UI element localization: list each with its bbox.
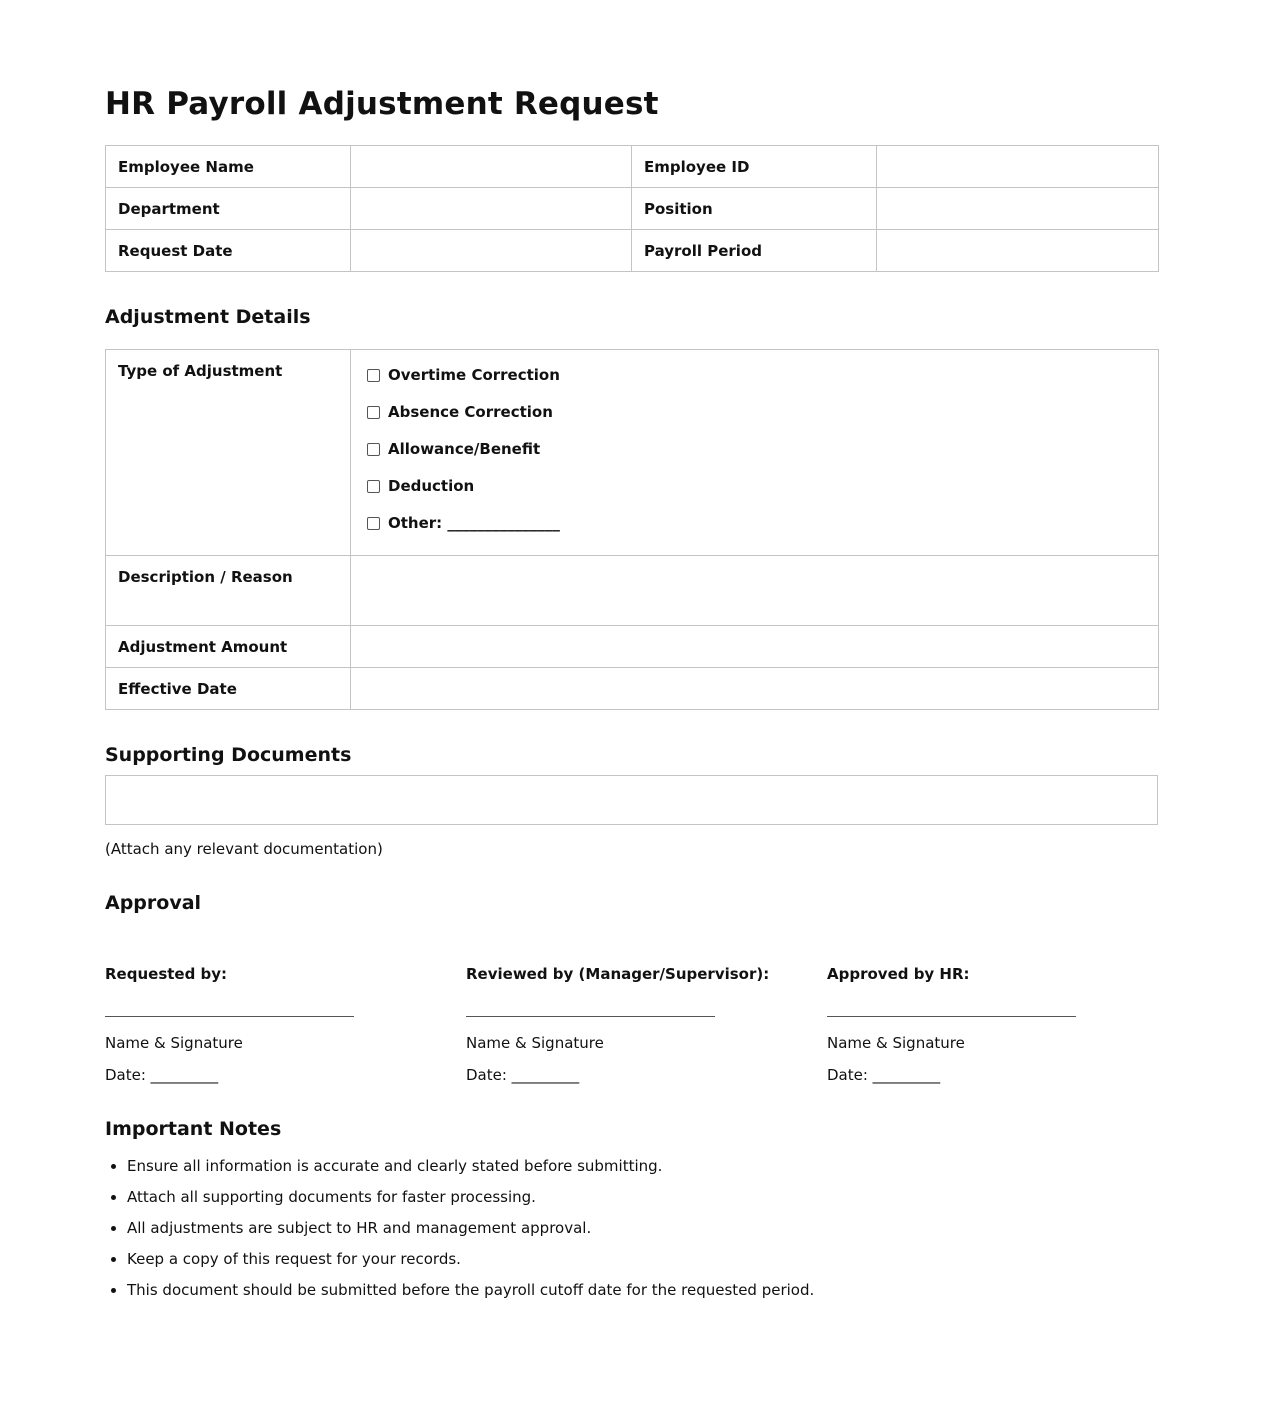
payroll-period-field[interactable]	[877, 230, 1159, 272]
checkbox[interactable]	[367, 480, 380, 493]
table-row	[106, 188, 1159, 230]
supporting-documents-note: (Attach any relevant documentation)	[105, 840, 383, 858]
list-item: • This document should be submitted before the payroll cutoff date for the requested period.	[127, 1281, 814, 1312]
position-field[interactable]	[877, 188, 1159, 230]
approval-date: Date: _________	[466, 1066, 580, 1084]
approval-date: Date: _________	[105, 1066, 219, 1084]
table-row	[106, 350, 1159, 556]
approval-label: Approved by HR:	[827, 965, 970, 983]
description-reason-label: Description / Reason	[106, 556, 351, 626]
approval-requested-by	[105, 965, 405, 1084]
supporting-documents-heading: Supporting Documents	[105, 744, 352, 766]
table-row	[106, 146, 1159, 188]
payroll-period-label: Payroll Period	[632, 230, 877, 272]
option-other[interactable]	[363, 514, 1146, 538]
table-row	[106, 556, 1159, 626]
list-item: • Keep a copy of this request for your records.	[127, 1250, 814, 1281]
position-label: Position	[632, 188, 877, 230]
adjustment-amount-field[interactable]	[351, 626, 1159, 668]
list-item: • Ensure all information is accurate and clearly stated before submitting.	[127, 1157, 814, 1188]
option-absence-correction[interactable]	[363, 403, 1146, 440]
approval-date: Date: _________	[827, 1066, 941, 1084]
approval-label: Reviewed by (Manager/Supervisor):	[466, 965, 770, 983]
table-row	[106, 668, 1159, 710]
page-title: HR Payroll Adjustment Request	[105, 86, 659, 122]
employee-id-label: Employee ID	[632, 146, 877, 188]
signature-line[interactable]	[827, 1016, 1076, 1017]
checkbox[interactable]	[367, 443, 380, 456]
option-label: Other: _______________	[388, 514, 560, 532]
option-label: Absence Correction	[388, 403, 553, 421]
name-signature-caption: Name & Signature	[105, 1034, 243, 1052]
adjustment-details-table	[105, 349, 1159, 710]
option-label: Deduction	[388, 477, 475, 495]
request-date-label: Request Date	[106, 230, 351, 272]
employee-id-field[interactable]	[877, 146, 1159, 188]
signature-line[interactable]	[105, 1016, 354, 1017]
checkbox[interactable]	[367, 369, 380, 382]
option-allowance-benefit[interactable]	[363, 440, 1146, 477]
approval-reviewed-by	[466, 965, 770, 1084]
list-item: • Attach all supporting documents for faster processing.	[127, 1188, 814, 1219]
adjustment-details-heading: Adjustment Details	[105, 306, 311, 328]
supporting-documents-box[interactable]	[105, 775, 1158, 825]
approval-approved-by-hr	[827, 965, 1127, 1084]
table-row	[106, 230, 1159, 272]
employee-info-table	[105, 145, 1159, 272]
approval-label: Requested by:	[105, 965, 228, 983]
name-signature-caption: Name & Signature	[466, 1034, 604, 1052]
adjustment-type-options	[351, 350, 1159, 556]
checkbox[interactable]	[367, 406, 380, 419]
table-row	[106, 626, 1159, 668]
adjustment-amount-label: Adjustment Amount	[106, 626, 351, 668]
effective-date-label: Effective Date	[106, 668, 351, 710]
important-notes-list	[105, 1157, 814, 1312]
signature-line[interactable]	[466, 1016, 715, 1017]
type-of-adjustment-label: Type of Adjustment	[106, 350, 351, 556]
request-date-field[interactable]	[351, 230, 632, 272]
approval-heading: Approval	[105, 892, 202, 914]
checkbox[interactable]	[367, 517, 380, 530]
employee-name-field[interactable]	[351, 146, 632, 188]
option-label: Allowance/Benefit	[388, 440, 541, 458]
description-reason-field[interactable]	[351, 556, 1159, 626]
effective-date-field[interactable]	[351, 668, 1159, 710]
name-signature-caption: Name & Signature	[827, 1034, 965, 1052]
employee-name-label: Employee Name	[106, 146, 351, 188]
option-deduction[interactable]	[363, 477, 1146, 514]
option-overtime-correction[interactable]	[363, 366, 1146, 403]
list-item: • All adjustments are subject to HR and management approval.	[127, 1219, 814, 1250]
department-label: Department	[106, 188, 351, 230]
option-label: Overtime Correction	[388, 366, 560, 384]
important-notes-heading: Important Notes	[105, 1118, 282, 1140]
department-field[interactable]	[351, 188, 632, 230]
